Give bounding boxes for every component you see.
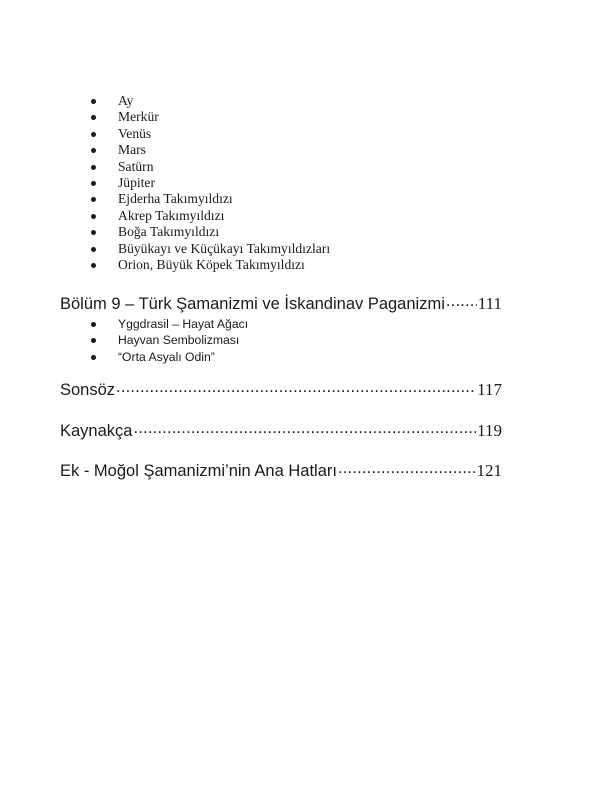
list-item-label: Orion, Büyük Köpek Takımyıldızı (118, 257, 305, 273)
list-item (90, 349, 248, 365)
bullet-icon (91, 148, 96, 153)
list-item-label: Boğa Takımyıldızı (118, 224, 220, 240)
chapter9-bullet-list (90, 316, 248, 365)
bullet-icon (91, 132, 96, 137)
list-item (90, 224, 330, 240)
list-item-label: Mars (118, 142, 146, 158)
bullet-icon (91, 214, 96, 219)
bullet-icon (91, 322, 96, 327)
bullet-icon (91, 263, 96, 268)
bullet-icon (91, 338, 96, 343)
toc-page-number: 111 (477, 293, 502, 313)
toc-entry-title: Bölüm 9 – Türk Şamanizmi ve İskandinav Paganizmi (60, 294, 445, 313)
list-item (90, 126, 330, 142)
list-item (90, 257, 330, 273)
bullet-icon (91, 230, 96, 235)
list-item (90, 142, 330, 158)
list-item-label: “Orta Asyalı Odin” (118, 349, 215, 364)
list-item (90, 93, 330, 109)
planet-bullet-list (90, 93, 330, 273)
list-item-label: Akrep Takımyıldızı (118, 207, 225, 223)
toc-entry-title: Ek - Moğol Şamanizmi’nin Ana Hatları (60, 461, 337, 480)
list-item-label: Hayvan Sembolizması (118, 333, 240, 348)
list-item-label: Satürn (118, 158, 154, 174)
bullet-icon (91, 115, 96, 120)
list-item (90, 332, 248, 348)
toc-entry-ek[interactable] (60, 459, 502, 481)
dot-leader (338, 459, 476, 476)
bullet-icon (91, 99, 96, 104)
toc-page-number: 119 (477, 420, 502, 440)
list-item (90, 191, 330, 207)
list-item (90, 208, 330, 224)
list-item-label: Ejderha Takımyıldızı (118, 191, 233, 207)
list-item-label: Jüpiter (118, 175, 155, 191)
list-item-label: Ay (118, 93, 134, 108)
dot-leader (133, 419, 476, 436)
toc-entry-kaynakca[interactable] (60, 419, 502, 441)
list-item-label: Yggdrasil – Hayat Ağacı (118, 317, 249, 331)
list-item (90, 241, 330, 257)
list-item (90, 159, 330, 175)
list-item (90, 175, 330, 191)
bullet-icon (91, 165, 96, 170)
dot-leader (446, 292, 477, 309)
toc-entry-sonsoz[interactable] (60, 378, 502, 400)
list-item-label: Venüs (118, 125, 152, 141)
list-item-label: Büyükayı ve Küçükayı Takımyıldızları (118, 240, 331, 256)
toc-entry-title: Sonsöz (60, 380, 116, 399)
bullet-icon (91, 247, 96, 252)
bullet-icon (91, 355, 96, 360)
toc-page-number: 117 (477, 379, 502, 399)
list-item-label: Merkür (118, 109, 159, 125)
toc-entry-title: Kaynakça (60, 421, 133, 440)
toc-page-number: 121 (476, 460, 502, 480)
dot-leader (116, 378, 476, 395)
bullet-icon (91, 181, 96, 186)
list-item (90, 109, 330, 125)
bullet-icon (91, 197, 96, 202)
toc-entry-bolum-9[interactable] (60, 292, 502, 314)
list-item (90, 316, 248, 332)
